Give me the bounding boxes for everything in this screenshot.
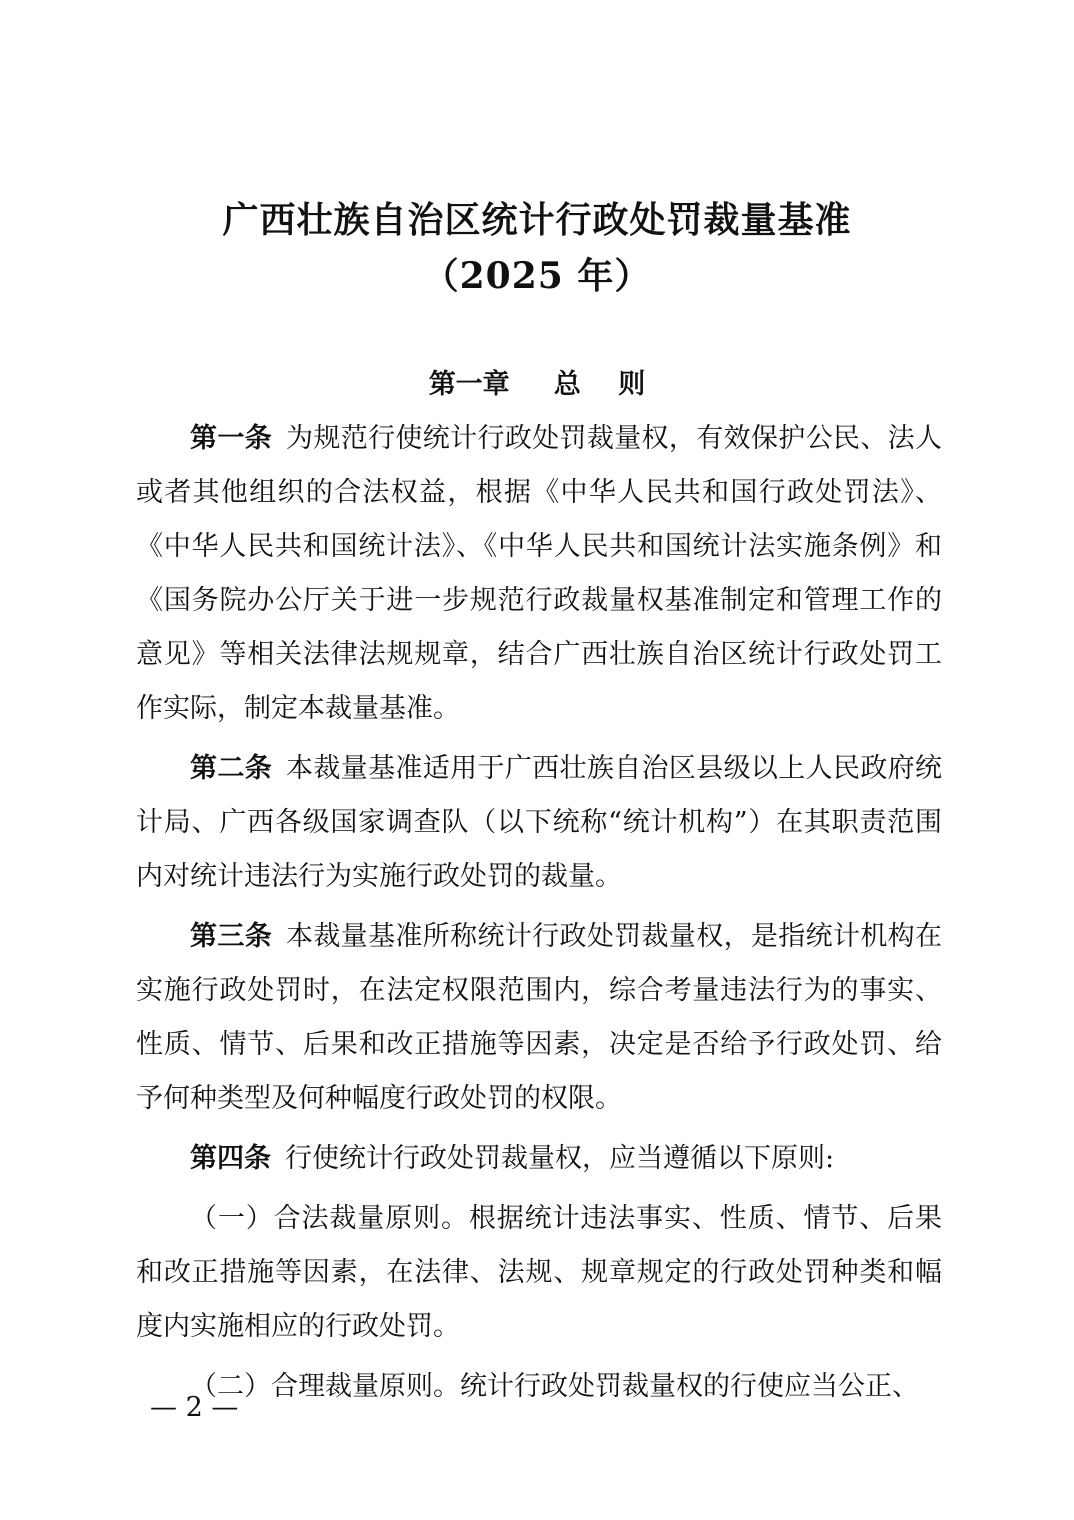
page-number: — 2 — bbox=[150, 1392, 239, 1423]
document-title: 广西壮族自治区统计行政处罚裁量基准 bbox=[222, 199, 852, 241]
article-2-text: 本裁量基准适用于广西壮族自治区县级以上人民政府统计局、广西各级国家调查队（以下统称“统计机构”）在其职责范围内对统计违法行为实施行政处罚的裁量。 bbox=[136, 753, 943, 892]
article-1 bbox=[136, 412, 942, 736]
document-body bbox=[136, 412, 942, 1420]
article-1-lead: 第一条 bbox=[190, 423, 273, 454]
document-year: （2025 年） bbox=[422, 255, 652, 297]
item-2: （二）合理裁量原则。统计行政处罚裁量权的行使应当公正、 bbox=[190, 1371, 919, 1402]
article-2 bbox=[136, 742, 942, 904]
item-1: （一）合法裁量原则。根据统计违法事实、性质、情节、后果和改正措施等因素，在法律、法规、规章规定的行政处罚种类和幅度内实施相应的行政处罚。 bbox=[136, 1203, 942, 1342]
article-3 bbox=[136, 910, 942, 1126]
article-1-text: 为规范行使统计行政处罚裁量权，有效保护公民、法人或者其他组织的合法权益，根据《中华人民共和国行政处罚法》、《中华人民共和国统计法》、《中华人民共和国统计法实施条例》和《国务院办公厅关于进一步规范行政裁量权基准制定和管理工作的意见》等相关法律法规规章，结合广西壮族自治区统计行政处罚工作实际，制定本裁量基准。 bbox=[136, 423, 943, 724]
chapter-name: 总 则 bbox=[553, 369, 646, 400]
chapter-number: 第一章 bbox=[428, 369, 510, 400]
article-3-lead: 第三条 bbox=[190, 921, 273, 952]
article-2-lead: 第二条 bbox=[190, 753, 273, 784]
article-4-lead: 第四条 bbox=[190, 1143, 271, 1174]
article-3-text: 本裁量基准所称统计行政处罚裁量权，是指统计机构在实施行政处罚时，在法定权限范围内，综合考量违法行为的事实、性质、情节、后果和改正措施等因素，决定是否给予行政处罚、给予何种类型及何种幅度行政处罚的权限。 bbox=[136, 921, 943, 1114]
chapter-heading bbox=[0, 362, 1074, 401]
article-4 bbox=[136, 1132, 942, 1186]
article-4-text: 行使统计行政处罚裁量权，应当遵循以下原则: bbox=[285, 1143, 835, 1174]
